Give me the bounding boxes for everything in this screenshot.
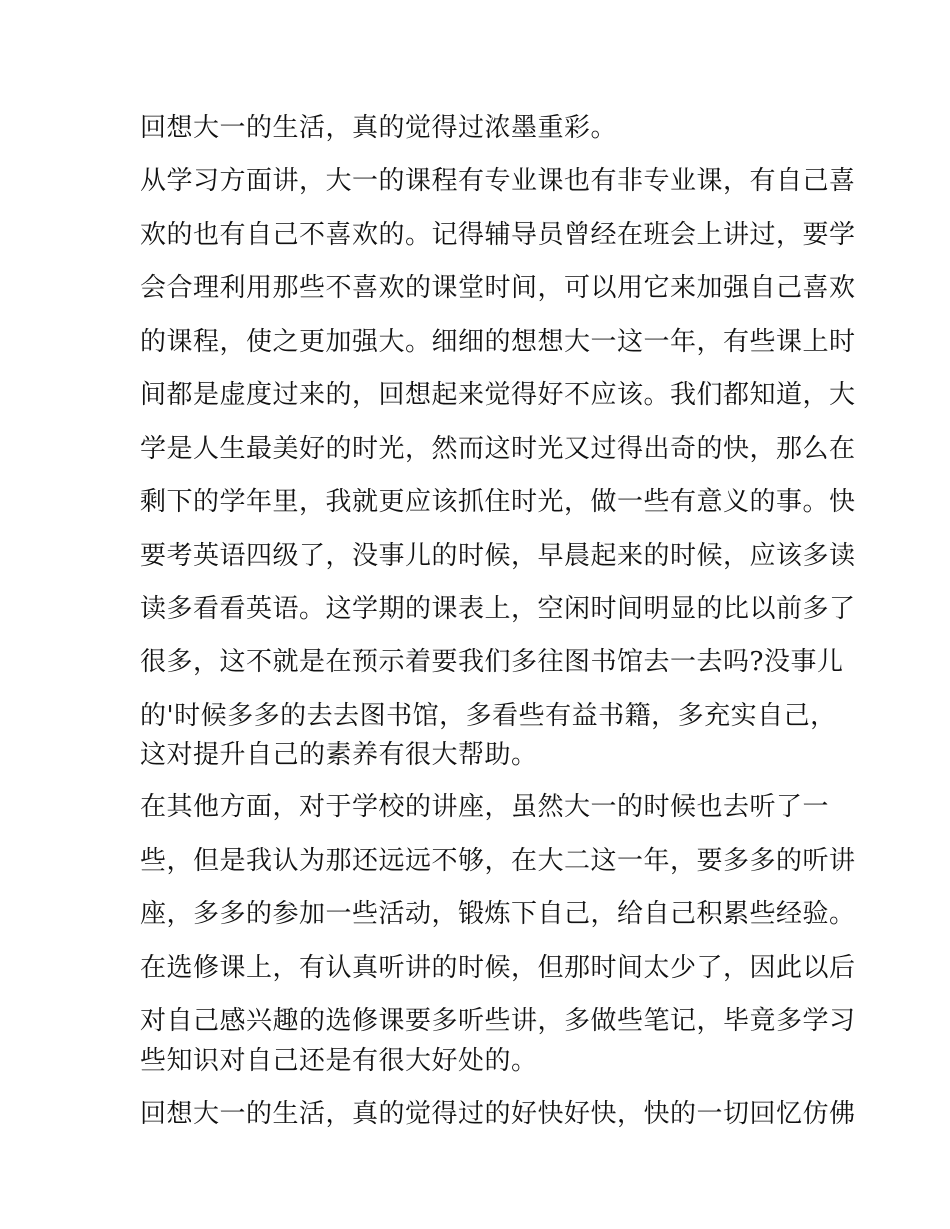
text-line: 座，多多的参加一些活动，锻炼下自己，给自己积累些经验。: [140, 899, 856, 929]
text-line: 在选修课上，有认真听讲的时候，但那时间太少了，因此以后: [140, 953, 856, 983]
text-line: 间都是虚度过来的，回想起来觉得好不应该。我们都知道，大: [140, 380, 856, 410]
text-line: 剩下的学年里，我就更应该抓住时光，做一些有意义的事。快: [140, 487, 856, 517]
text-line: 回想大一的生活，真的觉得过浓墨重彩。: [140, 113, 618, 143]
text-line: 的课程，使之更加强大。细细的想想大一这一年，有些课上时: [140, 327, 856, 357]
text-line: 会合理利用那些不喜欢的课堂时间，可以用它来加强自己喜欢: [140, 273, 856, 303]
text-line: 欢的也有自己不喜欢的。记得辅导员曾经在班会上讲过，要学: [140, 220, 856, 250]
text-line: 这对提升自己的素养有很大帮助。: [140, 740, 538, 770]
text-line: 从学习方面讲，大一的课程有专业课也有非专业课，有自己喜: [140, 166, 856, 196]
text-line: 对自己感兴趣的选修课要多听些讲，多做些笔记，毕竟多学习: [140, 1006, 856, 1036]
text-line: 些知识对自己还是有很大好处的。: [140, 1046, 538, 1076]
text-line: 读多看看英语。这学期的课表上，空闲时间明显的比以前多了: [140, 594, 856, 624]
text-line: 些，但是我认为那还远远不够，在大二这一年，要多多的听讲: [140, 846, 856, 876]
text-line: 要考英语四级了，没事儿的时候，早晨起来的时候，应该多读: [140, 541, 856, 571]
text-line: 很多，这不就是在预示着要我们多往图书馆去一去吗?没事儿: [140, 647, 844, 677]
text-line: 回想大一的生活，真的觉得过的好快好快，快的一切回忆仿佛: [140, 1099, 856, 1129]
text-line: 在其他方面，对于学校的讲座，虽然大一的时候也去听了一: [140, 792, 830, 822]
text-line: 的'时候多多的去去图书馆，多看些有益书籍，多充实自己，: [140, 701, 837, 731]
text-line: 学是人生最美好的时光，然而这时光又过得出奇的快，那么在: [140, 434, 856, 464]
